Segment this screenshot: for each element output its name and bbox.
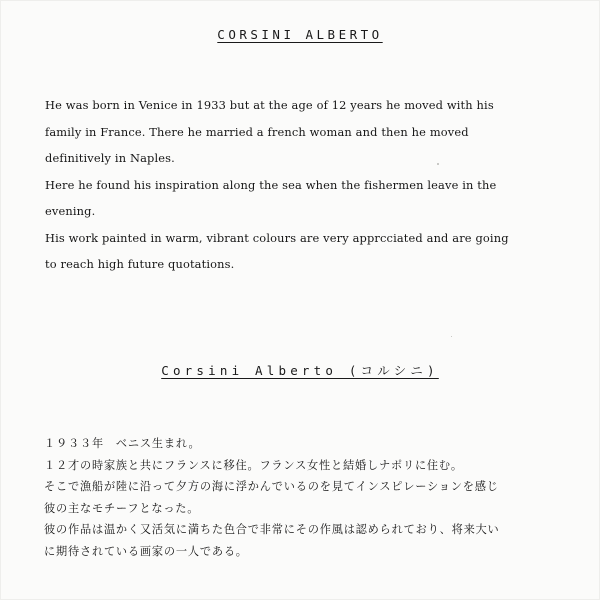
english-line: evening. [45,204,96,218]
english-line: His work painted in warm, vibrant colours are very apprcciated and are going [45,230,509,245]
english-line: to reach high future quotations. [45,257,235,271]
english-biography [45,92,565,278]
english-line: family in France. There he married a french woman and then he moved [45,124,469,139]
paper-speck [437,163,439,165]
japanese-line: １２才の時家族と共にフランスに移住。フランス女性と結婚しナポリに住む。 [44,458,463,472]
paper-speck [451,336,452,337]
english-line: He was born in Venice in 1933 but at the age of 12 years he moved with his [45,98,494,112]
english-title-text: CORSINI ALBERTO [217,27,383,42]
japanese-biography [44,433,574,563]
english-title [0,27,600,42]
japanese-line: 彼の作品は温かく又活気に満ちた色合で非常にその作風は認められており、将来大い [44,523,500,537]
japanese-title [0,361,600,379]
japanese-title-text: Corsini Alberto (コルシニ) [161,363,439,378]
japanese-line: 彼の主なモチーフとなった。 [44,501,200,515]
english-line: definitively in Naples. [45,151,175,165]
english-line: Here he found his inspiration along the sea when the fishermen leave in the [45,177,497,192]
japanese-line: に期待されている画家の一人である。 [44,544,248,558]
japanese-line: そこで漁船が陸に沿って夕方の海に浮かんでいるのを見てインスピレーションを感じ [44,480,499,494]
japanese-line: １９３３年 ベニス生まれ。 [44,437,201,450]
